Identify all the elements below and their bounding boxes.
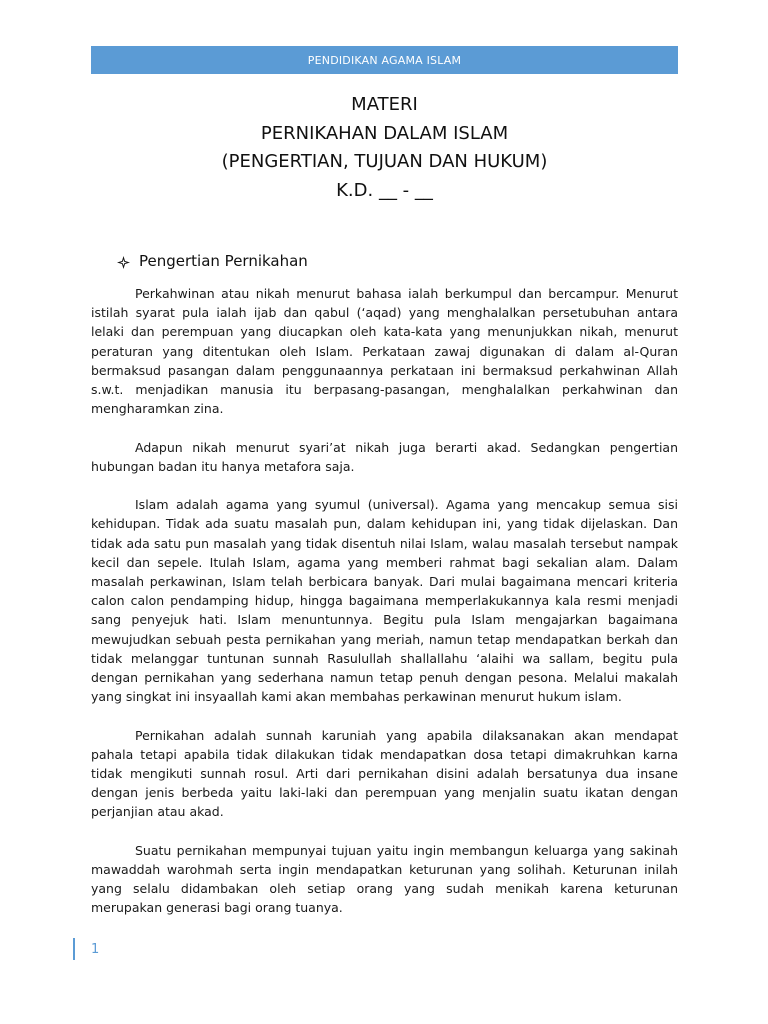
title-line-materi: MATERI	[351, 94, 418, 115]
title-line-subtopic: (PENGERTIAN, TUJUAN DAN HUKUM)	[221, 151, 548, 172]
document-title	[91, 91, 678, 205]
section-heading-text: Pengertian Pernikahan	[139, 252, 308, 270]
title-line-kd: K.D. __ - __	[336, 179, 433, 201]
paragraph: Perkahwinan atau nikah menurut bahasa ialah berkumpul dan bercampur. Menurut istilah syarat pula ialah ijab dan qabul (‘aqad) yang menghalalkan persetubuhan antara lelaki dan perempuan yang diucapkan oleh kata-kata yang menunjukkan nikah, menurut peraturan yang ditentukan oleh Islam. Perkataan zawaj digunakan di dalam al-Quran bermaksud pasangan dalam penggunaannya perkataan ini bermaksud perkahwinan Allah s.w.t. menjadikan manusia itu berpasang-pasangan, menghalalkan perkahwinan dan mengharamkan zina.	[91, 286, 678, 417]
title-line-topic: PERNIKAHAN DALAM ISLAM	[260, 122, 509, 144]
section-heading	[117, 252, 308, 270]
footer-rule	[73, 938, 75, 960]
body-content	[91, 284, 678, 937]
paragraph: Adapun nikah menurut syari’at nikah juga berarti akad. Sedangkan pengertian hubungan badan itu hanya metafora saja.	[91, 439, 678, 474]
header-label: PENDIDIKAN AGAMA ISLAM	[307, 53, 462, 67]
page-footer	[73, 938, 99, 960]
document-header-band	[91, 46, 678, 74]
page-number: 1	[91, 941, 100, 957]
paragraph: Islam adalah agama yang syumul (universal). Agama yang mencakup semua sisi kehidupan. Tidak ada suatu masalah pun, dalam kehidupan ini, yang tidak dijelaskan. Dan tidak ada satu pun masalah yang tidak disentuh nilai Islam, walau masalah tersebut nampak kecil dan sepele. Itulah Islam, agama yang memberi rahmat bagi sekalian alam. Dalam masalah perkawinan, Islam telah berbicara banyak. Dari mulai bagaimana mencari kriteria calon calon pendamping hidup, hingga bagaimana memperlakukannya kala resmi menjadi sang penyejuk hati. Islam menuntunnya. Begitu pula Islam mengajarkan bagaimana mewujudkan sebuah pesta pernikahan yang meriah, namun tetap mendapatkan berkah dan tidak melanggar tuntunan sunnah Rasulullah shallallahu ‘alaihi wa sallam, begitu pula dengan pernikahan yang sederhana namun tetap penuh dengan pesona. Melalui makalah yang singkat ini insyaallah kami akan membahas perkawinan menurut hukum islam.	[91, 497, 678, 705]
diamond-bullet-icon	[117, 255, 130, 268]
paragraph: Pernikahan adalah sunnah karuniah yang apabila dilaksanakan akan mendapat pahala tetapi apabila tidak dilakukan tidak mendapatkan dosa tetapi dimakruhkan karna tidak mengikuti sunnah rosul. Arti dari pernikahan disini adalah bersatunya dua insane dengan jenis berbeda yaitu laki-laki dan perempuan yang menjalin suatu ikatan dengan perjanjian atau akad.	[91, 727, 678, 820]
paragraph: Suatu pernikahan mempunyai tujuan yaitu ingin membangun keluarga yang sakinah mawaddah warohmah serta ingin mendapatkan keturunan yang solihah. Keturunan inilah yang selalu didambakan oleh setiap orang yang sudah menikah karena keturunan merupakan generasi bagi orang tuanya.	[91, 842, 678, 916]
